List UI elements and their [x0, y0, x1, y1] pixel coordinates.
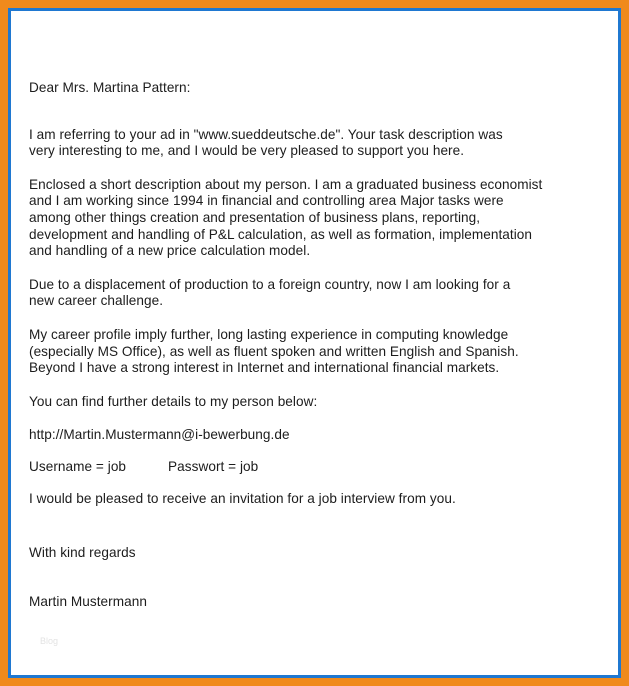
- paragraph-line: Enclosed a short description about my person. I am a graduated business economist: [29, 176, 543, 192]
- paragraph-ad-reference: [29, 127, 589, 160]
- letter-body: [29, 80, 589, 610]
- paragraph-line: new career challenge.: [29, 293, 164, 309]
- paragraph-background: [29, 177, 589, 260]
- paragraph-line: development and handling of P&L calculation, as well as formation, implementation: [29, 226, 533, 242]
- application-url: http://Martin.Mustermann@i-bewerbung.de: [29, 427, 290, 443]
- invitation-text: I would be pleased to receive an invitation for a job interview from you.: [29, 490, 456, 506]
- paragraph-line: Due to a displacement of production to a foreign country, now I am looking for a: [29, 276, 511, 292]
- paragraph-line: very interesting to me, and I would be very pleased to support you here.: [29, 143, 465, 159]
- paragraph-line: and handling of a new price calculation model.: [29, 243, 311, 259]
- signature: Martin Mustermann: [29, 593, 147, 609]
- paragraph-line: (especially MS Office), as well as fluent spoken and written English and Spanish.: [29, 343, 519, 359]
- paragraph-line: My career profile imply further, long lasting experience in computing knowledge: [29, 326, 509, 342]
- paragraph-details: [29, 394, 589, 411]
- watermark: Blog: [40, 636, 59, 646]
- paragraph-line: and I am working since 1994 in financial and controlling area Major tasks were: [29, 193, 504, 209]
- username-text: Username = job: [29, 458, 127, 474]
- password-text: Passwort = job: [168, 458, 259, 474]
- paragraph-profile: [29, 327, 589, 377]
- paragraph-line: You can find further details to my person below:: [29, 393, 318, 409]
- credentials: [29, 459, 589, 476]
- salutation: Dear Mrs. Martina Pattern:: [29, 80, 191, 95]
- paragraph-line: among other things creation and presentation of business plans, reporting,: [29, 209, 481, 225]
- paragraph-motivation: [29, 277, 589, 310]
- paragraph-line: Beyond I have a strong interest in Internet and international financial markets.: [29, 360, 500, 376]
- closing: With kind regards: [29, 545, 136, 561]
- paragraph-line: I am referring to your ad in "www.sueddeutsche.de". Your task description was: [29, 126, 503, 142]
